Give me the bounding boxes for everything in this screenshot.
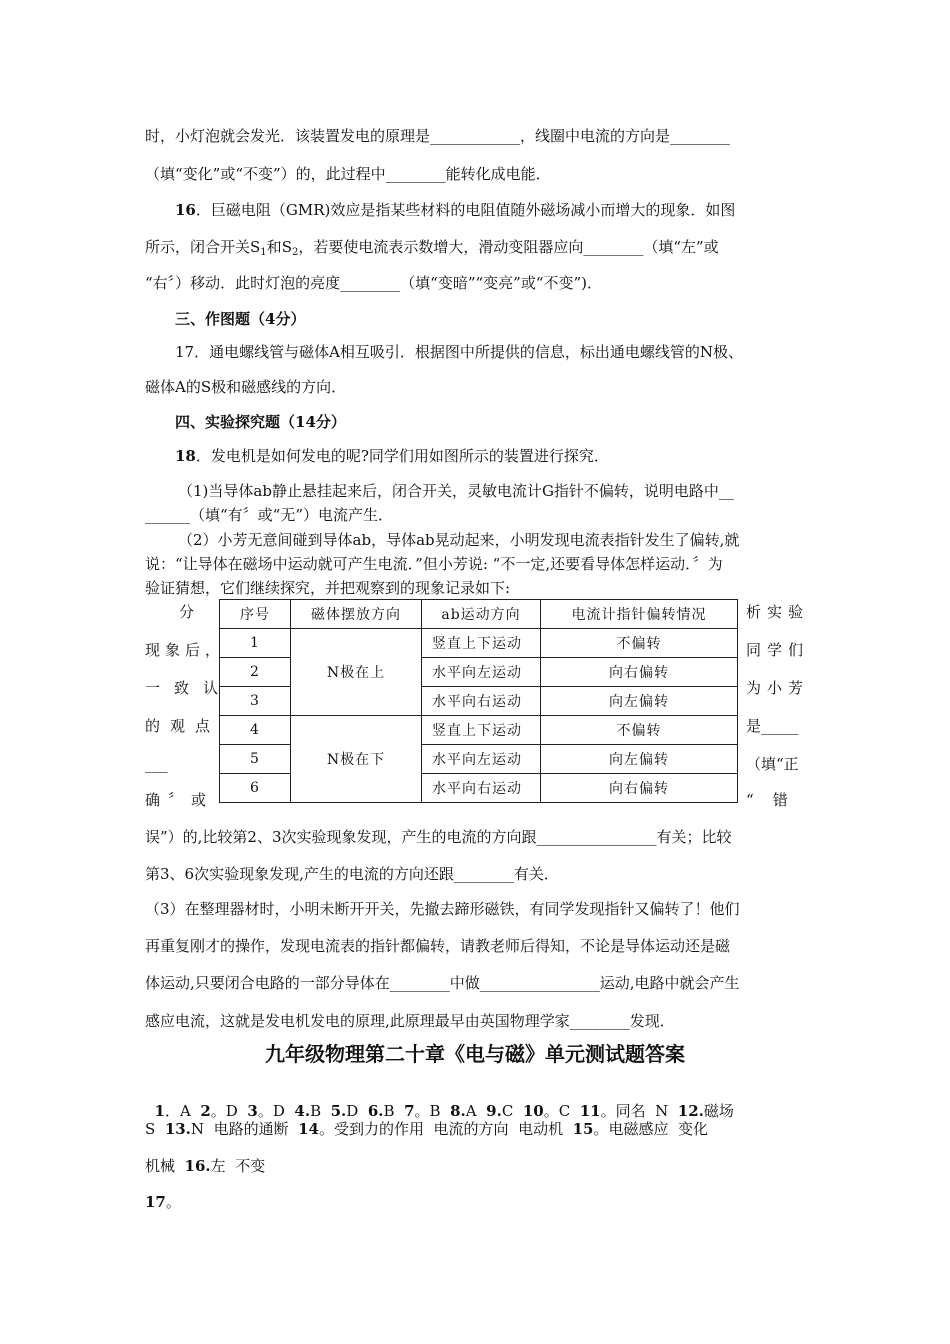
section-3-heading: 三、作图题（4分） <box>175 310 306 328</box>
answer-num: 6. <box>367 1102 384 1120</box>
table-cell-no: 6 <box>220 774 291 803</box>
table-cell-deflection: 向右偏转 <box>541 658 738 687</box>
table-cell-deflection: 向右偏转 <box>541 774 738 803</box>
answer-num: 13. <box>164 1120 191 1138</box>
answer-text: 。C <box>543 1102 580 1120</box>
answer-num: 9. <box>486 1102 502 1120</box>
question-18-text: ．发电机是如何发电的呢?同学们用如图所示的装置进行探究． <box>195 447 609 465</box>
table-cell-no: 5 <box>220 745 291 774</box>
question-18-part1-line-2: ______（填“有〞或“无”）电流产生． <box>145 506 394 524</box>
answers-line-1 <box>145 1081 734 1121</box>
answer-num: 4. <box>294 1102 311 1120</box>
table-cell-motion: 竖直上下运动 <box>422 716 541 745</box>
answer-num: 14 <box>298 1120 319 1138</box>
table-cell-motion: 水平向左运动 <box>422 658 541 687</box>
table-cell-motion: 竖直上下运动 <box>422 629 541 658</box>
question-18-part2-line-2: 说：“让导体在磁场中运动就可产生电流．”但小芳说: “不一定,还要看导体怎样运动．〞为 <box>145 555 723 573</box>
table-cell-deflection: 不偏转 <box>541 716 738 745</box>
answer-text: A <box>465 1102 487 1120</box>
answer-num: 2 <box>200 1102 211 1120</box>
question-16-number: 16 <box>175 201 196 219</box>
answer-text: 。受到力的作用 电流的方向 电动机 <box>319 1120 573 1138</box>
answer-num: 16. <box>184 1157 211 1175</box>
left-wrap-1: 分 <box>179 603 195 621</box>
question-18-line-1 <box>175 446 609 466</box>
question-17-line-2: 磁体A的S极和磁感线的方向． <box>145 378 347 396</box>
table-row <box>220 716 738 745</box>
answer-num: 11 <box>579 1102 601 1120</box>
answer-text: 。B <box>414 1102 451 1120</box>
table-cell-no: 2 <box>220 658 291 687</box>
right-wrap-6: “ 错 <box>746 791 788 809</box>
answer-text: B <box>310 1102 331 1120</box>
question-16-text: ．巨磁电阻（GMR)效应是指某些材料的电阻值随外磁场减小而增大的现象．如图 <box>195 201 736 219</box>
and-text: 和 <box>266 238 282 256</box>
answer-num: 1 <box>154 1102 165 1120</box>
table-cell-motion: 水平向右运动 <box>422 774 541 803</box>
table-cell-no: 3 <box>220 687 291 716</box>
question-16-line-1 <box>175 200 735 220</box>
answer-num: 7 <box>404 1102 415 1120</box>
right-wrap-1: 析实验 <box>746 603 810 621</box>
right-wrap-2: 同学们 <box>746 641 810 659</box>
switch-s2: $S_2$ <box>281 238 299 258</box>
answer-text: 磁场 <box>703 1102 734 1120</box>
table-cell-motion: 水平向左运动 <box>422 745 541 774</box>
answer-text: ．A <box>164 1102 201 1120</box>
answers-line-3 <box>145 1156 265 1176</box>
answer-num: 12. <box>677 1102 704 1120</box>
table-row <box>220 629 738 658</box>
table-cell-deflection: 向左偏转 <box>541 687 738 716</box>
table-header: ab运动方向 <box>422 600 541 629</box>
question-16-text-2a: 所示，闭合开关 <box>145 238 251 256</box>
answer-num: 10 <box>522 1102 544 1120</box>
right-wrap-3: 为小芳 <box>746 679 810 697</box>
table-cell-deflection: 不偏转 <box>541 629 738 658</box>
question-18-part2-line-3: 验证猜想，它们继续探究，并把观察到的现象记录如下: <box>145 579 511 597</box>
question-18-part2-line-5: 第3、6次实验现象发现,产生的电流的方向还跟________有关． <box>145 865 559 883</box>
question-16-line-3: “右〞）移动．此时灯泡的亮度________（填“变暗”“变亮”或“不变”)． <box>145 274 603 292</box>
table-cell-no: 1 <box>220 629 291 658</box>
answer-num: 5. <box>330 1102 347 1120</box>
question-16-text-2b: ，若要使电流表示数增大，滑动变阻器应向________（填“左”或 <box>298 238 719 256</box>
question-16-line-2 <box>145 237 719 257</box>
table-header: 磁体摆放方向 <box>291 600 422 629</box>
table-header: 序号 <box>220 600 291 629</box>
right-wrap-4: 是_____ <box>746 717 799 735</box>
question-18-part2-line-1: （2）小芳无意间碰到导体ab，导体ab晃动起来，小明发现电流表指针发生了偏转,就 <box>178 531 740 549</box>
table-cell-no: 4 <box>220 716 291 745</box>
question-18-part1-line-1: （1)当导体ab静止悬挂起来后，闭合开关，灵敏电流计G指针不偏转，说明电路中__ <box>178 482 734 500</box>
question-17-line-1: 17．通电螺线管与磁体A相互吸引．根据图中所提供的信息，标出通电螺线管的N极、 <box>175 343 744 361</box>
left-wrap-6: 确〞或 <box>145 791 215 809</box>
answers-line-4 <box>145 1192 181 1212</box>
left-wrap-3: 一致认 <box>145 679 233 697</box>
left-wrap-4: 的观点 <box>145 717 221 735</box>
answer-num: 17 <box>145 1193 166 1211</box>
question-18-part2-line-4: 误”）的,比较第2、3次实验现象发现，产生的电流的方向跟________________有关；比较 <box>145 828 732 846</box>
answers-line-2 <box>145 1119 708 1139</box>
table-cell-magnet: N极在下 <box>291 716 422 803</box>
answer-text: 。D <box>257 1102 295 1120</box>
text-line-1: 时，小灯泡就会发光．该装置发电的原理是____________，线圈中电流的方向是________ <box>145 127 731 145</box>
right-wrap-5: （填“正 <box>746 755 799 773</box>
answer-num: 3 <box>247 1102 258 1120</box>
answer-title: 九年级物理第二十章《电与磁》单元测试题答案 <box>265 1042 685 1066</box>
answer-text: D <box>346 1102 368 1120</box>
question-18-part3-line-4: 感应电流，这就是发电机发电的原理,此原理最早由英国物理学家________发现． <box>145 1012 675 1030</box>
table-header: 电流计指针偏转情况 <box>541 600 738 629</box>
switch-s1: $S_1$ <box>250 238 267 258</box>
answer-text: 左 不变 <box>210 1157 266 1175</box>
answer-text: 。 <box>165 1193 181 1211</box>
answer-num: 8. <box>450 1102 466 1120</box>
answer-text: B <box>383 1102 405 1120</box>
text-line-2: （填“变化”或“不变”）的，此过程中________能转化成电能． <box>145 165 551 183</box>
answer-text: 。D <box>210 1102 248 1120</box>
table-cell-deflection: 向左偏转 <box>541 745 738 774</box>
left-wrap-5: ___ <box>145 755 168 773</box>
answer-num: 15 <box>572 1120 594 1138</box>
answer-text: 。电磁感应 变化 <box>593 1120 709 1138</box>
answer-text: C <box>501 1102 523 1120</box>
table-cell-motion: 水平向右运动 <box>422 687 541 716</box>
section-4-heading: 四、实验探究题（14分） <box>175 413 346 431</box>
answer-text: S <box>145 1120 165 1138</box>
answer-text: 。同名 N <box>600 1102 678 1120</box>
table-header-row <box>220 600 738 629</box>
question-18-number: 18 <box>175 447 196 465</box>
question-18-part3-line-1: （3）在整理器材时，小明未断开开关，先撤去蹄形磁铁，有同学发现指针又偏转了！他们 <box>145 900 740 918</box>
answer-text: 机械 <box>145 1157 185 1175</box>
question-18-part3-line-3: 体运动,只要闭合电路的一部分导体在________中做________________运动,电路中就会产生 <box>145 974 740 992</box>
left-wrap-2: 现象后， <box>145 641 226 659</box>
experiment-table <box>219 599 738 803</box>
question-18-part3-line-2: 再重复刚才的操作，发现电流表的指针都偏转，请教老师后得知，不论是导体运动还是磁 <box>145 937 731 955</box>
answer-text: N 电路的通断 <box>190 1120 299 1138</box>
table-cell-magnet: N极在上 <box>291 629 422 716</box>
